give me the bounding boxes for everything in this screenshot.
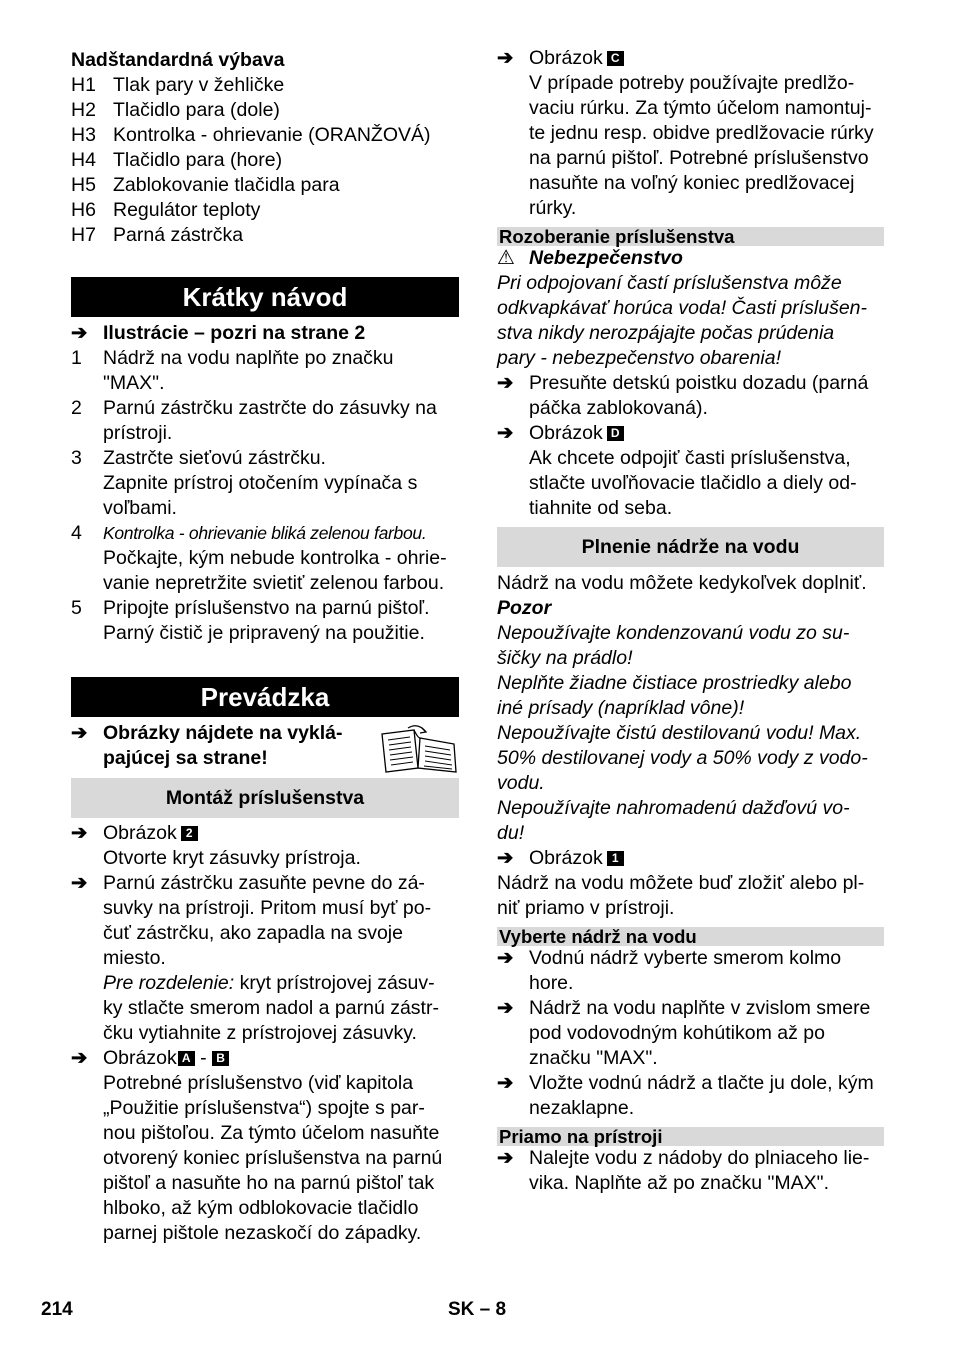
step-text: prístroji. xyxy=(103,422,173,444)
figure-letter-box: B xyxy=(212,1051,229,1066)
figure-label: Obrázok xyxy=(529,847,603,869)
step-number: 4 xyxy=(71,522,82,544)
arrow-icon: ➔ xyxy=(497,372,514,394)
danger-label: Nebezpečenstvo xyxy=(529,247,683,269)
body-text: niť priamo v prístroji. xyxy=(497,897,675,919)
section-page-label: SK – 8 xyxy=(448,1299,507,1320)
arrow-icon: ➔ xyxy=(497,997,514,1019)
instruction-text: miesto. xyxy=(103,947,166,969)
h-item-label: Tlačidlo para (hore) xyxy=(113,149,283,171)
figure-ref-a-b xyxy=(103,1046,229,1071)
step-text: Pripojte príslušenstvo na parnú pištoľ. xyxy=(103,597,430,619)
chapter-title-operation: Prevádzka xyxy=(71,677,459,717)
h-item-label: Zablokovanie tlačidla para xyxy=(113,174,340,196)
instruction-text: značku "MAX". xyxy=(529,1047,658,1069)
figure-letter-box: C xyxy=(607,51,624,66)
illustration-note: Ilustrácie – pozri na strane 2 xyxy=(103,322,366,344)
arrow-icon: ➔ xyxy=(497,947,514,969)
step-number: 3 xyxy=(71,447,82,469)
step-number: 5 xyxy=(71,597,82,619)
step-number: 1 xyxy=(71,347,82,369)
instruction-text: te jednu resp. obidve predlžovacie rúrky xyxy=(529,122,874,144)
instruction-text: pištoľ a nasuňte ho na parnú pištoľ tak xyxy=(103,1172,435,1194)
step-text: Parnú zástrčku zastrčte do zásuvky na xyxy=(103,397,437,419)
instruction-text: na parnú pištoľ. Potrebné príslušenstvo xyxy=(529,147,869,169)
instruction-text: otvorený koniec príslušenstva na parnú xyxy=(103,1147,443,1169)
h-item-code: H1 xyxy=(71,74,96,96)
instruction-text: hlboko, až kým odblokovacie tlačidlo xyxy=(103,1197,419,1219)
instruction-text: čku vytiahnite z prístrojovej zásuvky. xyxy=(103,1022,417,1044)
instruction-text: ky stlačte smerom nadol a parnú zástr- xyxy=(103,997,439,1019)
figure-label: Obrázok xyxy=(103,1047,177,1069)
chapter-title-quick-guide: Krátky návod xyxy=(71,277,459,317)
figure-range-dash: - xyxy=(200,1047,207,1069)
h-item-code: H4 xyxy=(71,149,96,171)
instruction-continuation: kryt prístrojovej zásuv- xyxy=(234,972,435,994)
h-item-label: Kontrolka - ohrievanie (ORANŽOVÁ) xyxy=(113,124,431,146)
step-text: Parný čistič je pripravený na použitie. xyxy=(103,622,425,644)
arrow-icon: ➔ xyxy=(497,47,514,69)
figure-label: Obrázok xyxy=(529,422,603,444)
arrow-icon: ➔ xyxy=(497,847,514,869)
step-text: Zapnite prístroj otočením vypínača s xyxy=(103,472,418,494)
figure-letter-box: D xyxy=(607,426,624,441)
figure-number-box: 2 xyxy=(181,826,198,841)
body-text: Nádrž na vodu môžete kedykoľvek doplniť. xyxy=(497,572,867,594)
instruction-text: V prípade potreby používajte predlžo- xyxy=(529,72,855,94)
instruction-text: nezaklapne. xyxy=(529,1097,635,1119)
danger-text: odkvapkávať horúca voda! Časti príslušen- xyxy=(497,297,868,319)
foldout-note: Obrázky nájdete na vyklá- xyxy=(103,722,343,744)
page-number: 214 xyxy=(41,1299,73,1320)
step-text: Zastrčte sieťovú zástrčku. xyxy=(103,447,326,469)
figure-ref-2 xyxy=(103,821,198,846)
step-number: 2 xyxy=(71,397,82,419)
subsection-title-remove-tank: Vyberte nádrž na vodu xyxy=(497,927,884,946)
instruction-text: Ak chcete odpojiť časti príslušenstva, xyxy=(529,447,851,469)
caution-text: Nepoužívajte čistú destilovanú vodu! Max. xyxy=(497,722,862,744)
h-item-code: H6 xyxy=(71,199,96,221)
caution-text: Nepoužívajte nahromadenú dažďovú vo- xyxy=(497,797,850,819)
caution-text: Nepoužívajte kondenzovanú vodu zo su- xyxy=(497,622,850,644)
instruction-text: Nalejte vodu z nádoby do plniaceho lie- xyxy=(529,1147,870,1169)
caution-text: vodu. xyxy=(497,772,545,794)
caution-text: 50% destilovanej vody a 50% vody z vodo- xyxy=(497,747,868,769)
instruction-text: stlačte uvoľňovacie tlačidlo a diely od- xyxy=(529,472,857,494)
arrow-icon: ➔ xyxy=(71,322,88,344)
danger-text: stva nikdy nerozpájajte počas prúdenia xyxy=(497,322,835,344)
caution-text: iné prísady (napríklad vône)! xyxy=(497,697,745,719)
instruction-text xyxy=(103,971,435,996)
section-heading-extras: Nadštandardná výbava xyxy=(71,49,285,71)
arrow-icon: ➔ xyxy=(497,1147,514,1169)
subsection-title-disassembly: Rozoberanie príslušenstva xyxy=(497,227,884,246)
arrow-icon: ➔ xyxy=(71,822,88,844)
danger-text: pary - nebezpečenstvo obarenia! xyxy=(497,347,782,369)
h-item-code: H7 xyxy=(71,224,96,246)
foldout-book-icon xyxy=(378,724,460,776)
instruction-text: Nádrž na vodu naplňte v zvislom smere xyxy=(529,997,871,1019)
arrow-icon: ➔ xyxy=(71,872,88,894)
h-item-label: Tlačidlo para (dole) xyxy=(113,99,280,121)
instruction-text: rúrky. xyxy=(529,197,577,219)
instruction-text: Vodnú nádrž vyberte smerom kolmo xyxy=(529,947,842,969)
instruction-text: vaciu rúrku. Za týmto účelom namontuj- xyxy=(529,97,872,119)
h-item-code: H2 xyxy=(71,99,96,121)
instruction-text: Presuňte detskú poistku dozadu (parná xyxy=(529,372,869,394)
arrow-icon: ➔ xyxy=(71,1047,88,1069)
h-item-code: H5 xyxy=(71,174,96,196)
instruction-text: vika. Naplňte až po značku "MAX". xyxy=(529,1172,829,1194)
caution-text: šičky na prádlo! xyxy=(497,647,633,669)
h-item-code: H3 xyxy=(71,124,96,146)
instruction-text: čuť zástrčku, ako zapadla na svoje xyxy=(103,922,403,944)
instruction-text: Otvorte kryt zásuvky prístroja. xyxy=(103,847,361,869)
instruction-text: parnej pištole nezaskočí do západky. xyxy=(103,1222,422,1244)
instruction-text: hore. xyxy=(529,972,574,994)
foldout-note: pajúcej sa strane! xyxy=(103,747,268,769)
arrow-icon: ➔ xyxy=(71,722,88,744)
warning-triangle-icon: ⚠ xyxy=(497,247,515,269)
figure-number-box: 1 xyxy=(607,851,624,866)
figure-ref-d xyxy=(529,421,624,446)
step-text: Kontrolka - ohrievanie bliká zelenou farbou. xyxy=(103,523,427,543)
step-text: Počkajte, kým nebude kontrolka - ohrie- xyxy=(103,547,447,569)
arrow-icon: ➔ xyxy=(497,422,514,444)
section-title-fill-tank: Plnenie nádrže na vodu xyxy=(497,527,884,567)
instruction-text: Parnú zástrčku zasuňte pevne do zá- xyxy=(103,872,425,894)
instruction-text: nasuňte na voľný koniec predlžovacej xyxy=(529,172,855,194)
danger-text: Pri odpojovaní častí príslušenstva môže xyxy=(497,272,842,294)
instruction-text: páčka zablokovaná). xyxy=(529,397,708,419)
section-title-accessory-mount: Montáž príslušenstva xyxy=(71,778,459,818)
figure-letter-box: A xyxy=(178,1051,195,1066)
body-text: Nádrž na vodu môžete buď zložiť alebo pl- xyxy=(497,872,865,894)
h-item-label: Regulátor teploty xyxy=(113,199,261,221)
figure-label: Obrázok xyxy=(103,822,177,844)
caution-label: Pozor xyxy=(497,597,552,619)
caution-text: Neplňte žiadne čistiace prostriedky alebo xyxy=(497,672,852,694)
h-item-label: Tlak pary v žehličke xyxy=(113,74,285,96)
step-text: vanie nepretržite svietiť zelenou farbou. xyxy=(103,572,445,594)
step-text: "MAX". xyxy=(103,372,165,394)
figure-label: Obrázok xyxy=(529,47,603,69)
figure-ref-1 xyxy=(529,846,624,871)
step-text: Nádrž na vodu naplňte po značku xyxy=(103,347,394,369)
subsection-title-direct-fill: Priamo na prístroji xyxy=(497,1127,884,1146)
h-item-label: Parná zástrčka xyxy=(113,224,244,246)
instruction-text: suvky na prístroji. Pritom musí byť po- xyxy=(103,897,432,919)
arrow-icon: ➔ xyxy=(497,1072,514,1094)
instruction-text: Potrebné príslušenstvo (viď kapitola xyxy=(103,1072,414,1094)
caution-text: du! xyxy=(497,822,525,844)
figure-ref-c xyxy=(529,46,624,71)
instruction-text: „Použitie príslušenstva“) spojte s par- xyxy=(103,1097,425,1119)
instruction-text: Vložte vodnú nádrž a tlačte ju dole, kým xyxy=(529,1072,874,1094)
step-text: voľbami. xyxy=(103,497,177,519)
instruction-text: nou pištoľou. Za týmto účelom nasuňte xyxy=(103,1122,440,1144)
italic-lead: Pre rozdelenie: xyxy=(103,972,235,994)
instruction-text: pod vodovodným kohútikom až po xyxy=(529,1022,825,1044)
instruction-text: tiahnite od seba. xyxy=(529,497,673,519)
